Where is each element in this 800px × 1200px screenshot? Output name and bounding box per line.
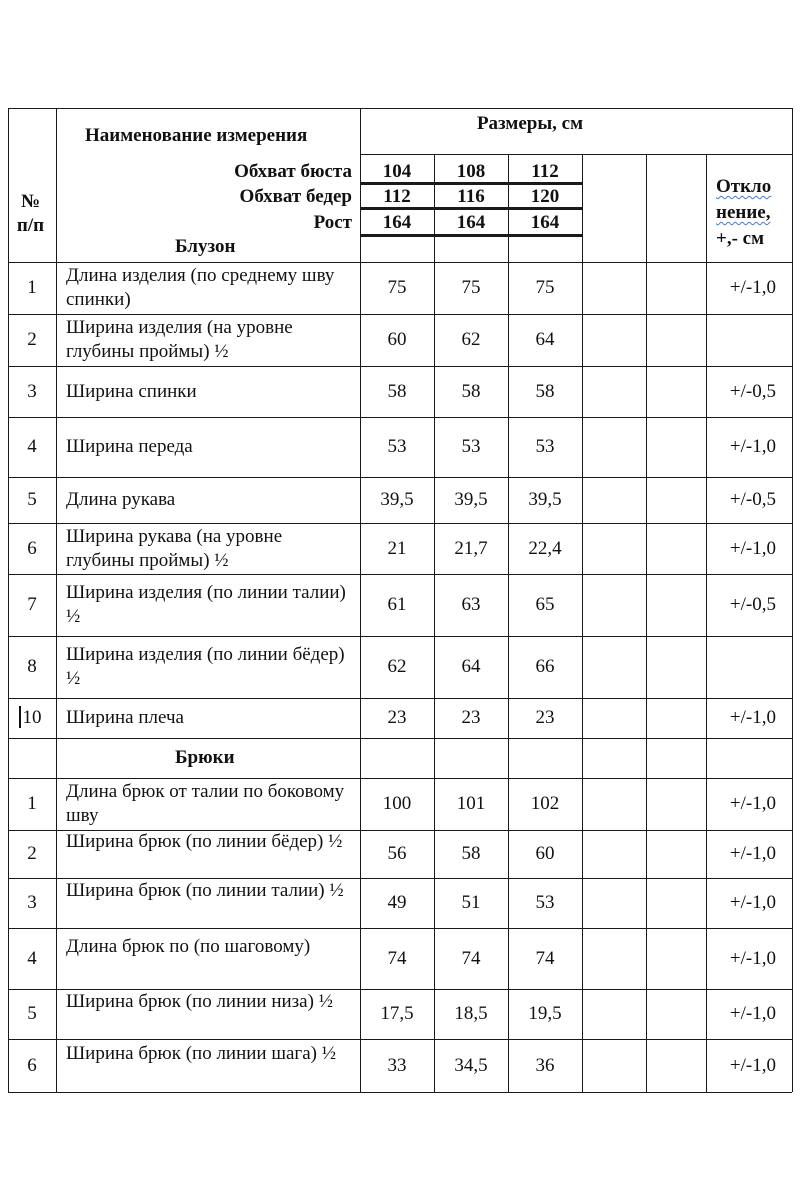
row-name: Ширина изделия (на уровне глубины проймы) ½	[66, 317, 293, 362]
row-size-value-1: 56	[387, 843, 407, 864]
param-value-height-2: 164	[456, 212, 486, 233]
row-deviation: +/-0,5	[729, 594, 776, 615]
row-name: Ширина изделия (по линии бёдер) ½	[66, 644, 345, 689]
row-deviation: +/-1,0	[729, 793, 776, 814]
param-value-hips-3: 120	[530, 186, 560, 207]
row-size-value-3: 53	[535, 436, 555, 457]
row-size-value-1: 23	[387, 707, 407, 728]
table-hline	[360, 236, 582, 237]
row-name: Ширина изделия (по линии талии) ½	[66, 582, 346, 627]
row-size-value-3: 102	[530, 793, 560, 814]
row-size-value-2: 34,5	[454, 1054, 488, 1076]
row-size-value-1: 60	[387, 329, 407, 350]
row-size-value-3: 65	[535, 594, 555, 615]
row-name: Ширина плеча	[66, 707, 184, 728]
row-deviation: +/-0,5	[729, 489, 776, 510]
param-label-hips: Обхват бедер	[239, 186, 352, 207]
row-number: 5	[27, 1003, 37, 1024]
row-size-value-1: 53	[387, 436, 407, 457]
row-number: 5	[27, 489, 37, 510]
param-label-height: Рост	[313, 212, 352, 233]
row-deviation: +/-0,5	[729, 380, 776, 402]
row-size-value-3: 23	[535, 707, 555, 728]
row-name: Ширина переда	[66, 436, 193, 457]
row-number: 1	[27, 793, 37, 814]
row-size-value-2: 18,5	[454, 1003, 488, 1024]
table-hline	[8, 108, 792, 109]
row-size-value-2: 62	[461, 329, 481, 350]
param-value-height-3: 164	[530, 212, 560, 233]
row-name: Длина изделия (по среднему шву спинки)	[66, 265, 335, 310]
row-size-value-1: 58	[387, 380, 407, 402]
deviation-header-line-2: нение,	[716, 202, 771, 223]
table-hline	[8, 1039, 792, 1040]
row-size-value-2: 51	[461, 892, 481, 913]
table-vline	[434, 154, 435, 1092]
table-hline	[8, 989, 792, 990]
table-hline	[360, 209, 582, 210]
row-size-value-1: 39,5	[380, 489, 414, 510]
row-size-value-2: 101	[456, 793, 486, 814]
table-vline	[56, 108, 57, 1092]
row-number: 2	[27, 329, 37, 350]
table-vline	[508, 154, 509, 1092]
row-number: 3	[27, 380, 37, 402]
row-size-value-3: 53	[535, 892, 555, 913]
row-deviation: +/-1,0	[729, 843, 776, 864]
row-size-value-1: 61	[387, 594, 407, 615]
row-number: 10	[22, 707, 42, 728]
row-deviation: +/-1,0	[729, 707, 776, 728]
table-hline	[8, 1092, 792, 1093]
row-size-value-3: 64	[535, 329, 555, 350]
row-number: 7	[27, 594, 37, 615]
table-hline	[8, 366, 792, 367]
row-name: Ширина брюк (по линии шага) ½	[66, 1042, 336, 1064]
row-deviation: +/-1,0	[729, 1054, 776, 1076]
row-size-value-3: 66	[535, 656, 555, 677]
row-size-value-2: 64	[461, 656, 481, 677]
table-hline	[360, 234, 582, 236]
param-value-hips-1: 112	[383, 186, 411, 207]
table-hline	[8, 878, 792, 879]
row-size-value-2: 58	[461, 380, 481, 402]
row-size-value-1: 49	[387, 892, 407, 913]
table-vline	[8, 108, 9, 1092]
table-hline	[8, 262, 792, 263]
row-number: 8	[27, 656, 37, 677]
row-size-value-3: 60	[535, 843, 555, 864]
param-label-bust: Обхват бюста	[234, 161, 352, 182]
deviation-header	[716, 174, 771, 252]
row-deviation: +/-1,0	[729, 537, 776, 559]
row-deviation: +/-1,0	[729, 436, 776, 457]
table-vline	[360, 108, 361, 1092]
table-hline	[8, 417, 792, 418]
sizes-header: Размеры, см	[476, 113, 584, 134]
table-hline	[8, 574, 792, 575]
deviation-header-line-1: Откло	[716, 176, 772, 197]
row-number: 4	[27, 436, 37, 457]
section-title: Блузон	[175, 236, 236, 257]
row-size-value-1: 75	[387, 277, 407, 298]
table-hline	[8, 314, 792, 315]
row-name: Ширина брюк (по линии бёдер) ½	[66, 831, 343, 852]
param-value-hips-2: 116	[457, 186, 485, 207]
row-size-value-2: 74	[461, 947, 481, 969]
row-number: 1	[27, 277, 37, 298]
row-name: Ширина брюк (по линии талии) ½	[66, 880, 344, 901]
row-size-value-2: 23	[461, 707, 481, 728]
row-number: 6	[27, 1054, 37, 1076]
row-name: Ширина брюк (по линии низа) ½	[66, 991, 333, 1012]
row-name: Длина брюк от талии по боковому шву	[66, 781, 345, 826]
row-size-value-2: 58	[461, 843, 481, 864]
row-size-value-1: 21	[387, 537, 407, 559]
row-size-value-3: 58	[535, 380, 555, 402]
measure-name-header: Наименование измерения	[85, 125, 308, 146]
row-deviation: +/-1,0	[729, 947, 776, 969]
param-value-bust-1: 104	[382, 161, 412, 182]
param-value-bust-3: 112	[531, 161, 559, 182]
table-hline	[8, 636, 792, 637]
row-name: Длина рукава	[66, 489, 176, 510]
row-deviation: +/-1,0	[729, 277, 776, 298]
table-hline	[8, 477, 792, 478]
row-size-value-3: 19,5	[528, 1003, 562, 1024]
row-size-value-1: 62	[387, 656, 407, 677]
row-number: 4	[27, 947, 37, 969]
row-name: Ширина рукава (на уровне глубины проймы) ½	[66, 525, 283, 571]
row-size-value-2: 75	[461, 277, 481, 298]
table-vline	[706, 154, 707, 1092]
row-number: 6	[27, 537, 37, 559]
table-vline	[646, 154, 647, 1092]
row-number: 3	[27, 892, 37, 913]
table-hline	[8, 778, 792, 779]
row-size-value-1: 17,5	[380, 1003, 414, 1024]
row-size-value-3: 39,5	[528, 489, 562, 510]
number-header-text: № п/п	[16, 191, 45, 236]
row-name: Длина брюк по (по шаговому)	[66, 935, 311, 957]
row-size-value-2: 21,7	[454, 537, 488, 559]
text-cursor	[19, 706, 21, 728]
number-column-header	[8, 166, 53, 238]
row-deviation: +/-1,0	[729, 892, 776, 913]
row-size-value-1: 74	[387, 947, 407, 969]
table-hline	[8, 738, 792, 739]
table-hline	[8, 698, 792, 699]
deviation-header-line-3: +,- см	[716, 228, 765, 249]
row-size-value-2: 63	[461, 594, 481, 615]
row-size-value-3: 36	[535, 1054, 555, 1076]
table-vline	[792, 108, 793, 1092]
row-size-value-2: 53	[461, 436, 481, 457]
table-hline	[360, 207, 582, 209]
row-number: 2	[27, 843, 37, 864]
table-hline	[360, 154, 792, 155]
table-hline	[8, 830, 792, 831]
row-size-value-2: 39,5	[454, 489, 488, 510]
row-size-value-3: 75	[535, 277, 555, 298]
param-value-bust-2: 108	[456, 161, 486, 182]
row-size-value-3: 22,4	[528, 537, 562, 559]
table-hline	[8, 928, 792, 929]
row-size-value-1: 100	[382, 793, 412, 814]
row-name: Ширина спинки	[66, 380, 197, 402]
row-size-value-1: 33	[387, 1054, 407, 1076]
param-value-height-1: 164	[382, 212, 412, 233]
section-title: Брюки	[175, 747, 235, 768]
table-hline	[8, 523, 792, 524]
row-deviation: +/-1,0	[729, 1003, 776, 1024]
table-hline	[360, 184, 582, 185]
table-hline	[360, 182, 582, 184]
table-vline	[582, 154, 583, 1092]
row-size-value-3: 74	[535, 947, 555, 969]
